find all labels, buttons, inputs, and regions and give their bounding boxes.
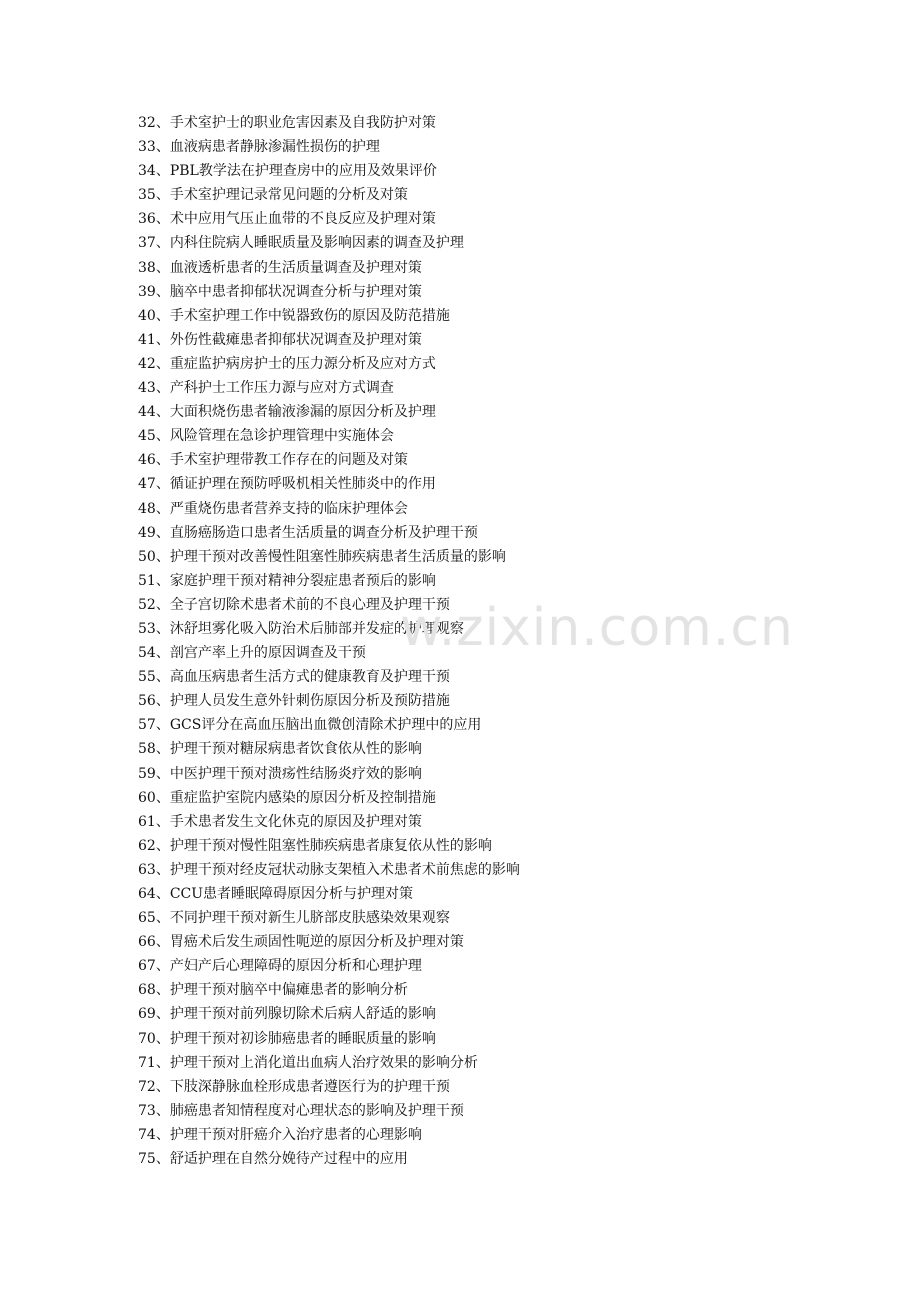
list-item [138, 400, 520, 424]
item-separator: 、 [155, 1078, 170, 1095]
item-number: 59 [138, 765, 156, 782]
item-separator: 、 [155, 813, 170, 830]
item-separator: 、 [155, 958, 170, 975]
item-number: 39 [138, 283, 156, 300]
item-number: 42 [138, 355, 156, 372]
item-title: 手术室护理记录常见问题的分析及对策 [169, 187, 408, 204]
item-title: 严重烧伤患者营养支持的临床护理体会 [169, 500, 408, 517]
item-title: 肺癌患者知情程度对心理状态的影响及护理干预 [169, 1102, 464, 1119]
item-number: 57 [138, 717, 156, 734]
list-item [138, 424, 520, 448]
item-separator: 、 [155, 452, 170, 469]
list-item [138, 159, 520, 183]
item-separator: 、 [155, 837, 170, 854]
list-item [138, 231, 520, 255]
item-separator: 、 [155, 1151, 170, 1168]
item-separator: 、 [155, 1054, 170, 1071]
item-title: 内科住院病人睡眠质量及影响因素的调查及护理 [169, 235, 464, 252]
item-separator: 、 [155, 380, 170, 397]
item-separator: 、 [155, 572, 170, 589]
list-item [138, 135, 520, 159]
item-number: 56 [138, 693, 156, 710]
item-number: 60 [138, 789, 156, 806]
item-number: 35 [138, 187, 156, 204]
item-title: GCS评分在高血压脑出血微创清除术护理中的应用 [169, 717, 482, 734]
item-title: 手术室护理带教工作存在的问题及对策 [169, 452, 408, 469]
item-number: 75 [138, 1151, 156, 1168]
item-number: 43 [138, 380, 156, 397]
item-title: 护理干预对前列腺切除术后病人舒适的影响 [169, 1006, 436, 1023]
item-number: 37 [138, 235, 156, 252]
list-item [138, 497, 520, 521]
item-number: 36 [138, 211, 156, 228]
item-title: 风险管理在急诊护理管理中实施体会 [169, 428, 394, 445]
item-title: 护理干预对改善慢性阻塞性肺疾病患者生活质量的影响 [169, 548, 506, 565]
item-separator: 、 [155, 259, 170, 276]
item-number: 49 [138, 524, 156, 541]
item-number: 65 [138, 910, 156, 927]
item-separator: 、 [155, 693, 170, 710]
item-separator: 、 [155, 982, 170, 999]
item-separator: 、 [155, 765, 170, 782]
item-number: 41 [138, 331, 156, 348]
item-separator: 、 [155, 524, 170, 541]
item-separator: 、 [155, 596, 170, 613]
list-item [138, 256, 520, 280]
list-item [138, 569, 520, 593]
item-separator: 、 [155, 476, 170, 493]
item-number: 54 [138, 645, 156, 662]
list-item [138, 665, 520, 689]
item-separator: 、 [155, 886, 170, 902]
item-title: 护理干预对上消化道出血病人治疗效果的影响分析 [169, 1054, 478, 1071]
item-separator: 、 [155, 934, 170, 951]
item-separator: 、 [155, 211, 170, 228]
list-item [138, 280, 520, 304]
item-separator: 、 [155, 548, 170, 565]
item-number: 61 [138, 813, 156, 830]
item-title: 外伤性截瘫患者抑郁状况调查及护理对策 [169, 331, 422, 348]
list-item [138, 810, 520, 834]
item-title: 血液透析患者的生活质量调查及护理对策 [169, 259, 422, 276]
item-title: 血液病患者静脉渗漏性损伤的护理 [169, 139, 380, 156]
item-number: 46 [138, 452, 156, 469]
list-item [138, 1147, 520, 1171]
item-number: 33 [138, 139, 156, 156]
item-title: 产科护士工作压力源与应对方式调查 [169, 380, 394, 397]
item-separator: 、 [155, 1126, 170, 1143]
item-separator: 、 [155, 741, 170, 758]
item-separator: 、 [155, 620, 170, 637]
list-item [138, 304, 520, 328]
list-item [138, 1075, 520, 1099]
item-separator: 、 [155, 789, 170, 806]
item-title: 护理干预对肝癌介入治疗患者的心理影响 [169, 1126, 422, 1143]
list-item [138, 521, 520, 545]
item-title: 高血压病患者生活方式的健康教育及护理干预 [169, 669, 450, 686]
item-separator: 、 [155, 910, 170, 927]
list-item [138, 207, 520, 231]
item-number: 69 [138, 1006, 156, 1023]
item-title: 护理干预对脑卒中偏瘫患者的影响分析 [169, 982, 408, 999]
item-number: 58 [138, 741, 156, 758]
list-item [138, 328, 520, 352]
list-item [138, 617, 520, 641]
item-title: 护理干预对糖尿病患者饮食依从性的影响 [169, 741, 422, 758]
list-item [138, 376, 520, 400]
item-title: 下肢深静脉血栓形成患者遵医行为的护理干预 [169, 1078, 450, 1095]
list-item [138, 352, 520, 376]
item-separator: 、 [155, 669, 170, 686]
list-item [138, 1099, 520, 1123]
item-separator: 、 [155, 307, 170, 324]
list-item [138, 954, 520, 978]
item-title: 大面积烧伤患者输液渗漏的原因分析及护理 [169, 404, 436, 421]
item-title: 中医护理干预对溃疡性结肠炎疗效的影响 [169, 765, 422, 782]
list-item [138, 1002, 520, 1026]
list-item [138, 737, 520, 761]
item-separator: 、 [155, 1006, 170, 1023]
list-item [138, 834, 520, 858]
item-number: 63 [138, 861, 156, 878]
item-title: 不同护理干预对新生儿脐部皮肤感染效果观察 [169, 910, 450, 927]
item-separator: 、 [155, 717, 170, 734]
item-number: 64 [138, 886, 156, 902]
item-number: 74 [138, 1126, 156, 1143]
item-number: 44 [138, 404, 156, 421]
item-separator: 、 [155, 139, 170, 156]
item-separator: 、 [155, 115, 170, 131]
item-title: 护理干预对慢性阻塞性肺疾病患者康复依从性的影响 [169, 837, 492, 854]
list-item [138, 882, 520, 906]
item-number: 66 [138, 934, 156, 951]
list-item [138, 713, 520, 737]
item-title: 护理干预对初诊肺癌患者的睡眠质量的影响 [169, 1030, 436, 1047]
item-number: 48 [138, 500, 156, 517]
item-number: 55 [138, 669, 156, 686]
item-number: 50 [138, 548, 156, 565]
item-title: 手术患者发生文化休克的原因及护理对策 [169, 813, 422, 830]
list-item [138, 906, 520, 930]
item-number: 52 [138, 596, 156, 613]
item-number: 45 [138, 428, 156, 445]
list-item [138, 930, 520, 954]
item-title: 直肠癌肠造口患者生活质量的调查分析及护理干预 [169, 524, 478, 541]
list-item [138, 858, 520, 882]
list-item [138, 978, 520, 1002]
item-separator: 、 [155, 331, 170, 348]
item-title: 脑卒中患者抑郁状况调查分析与护理对策 [169, 283, 422, 300]
item-title: 产妇产后心理障碍的原因分析和心理护理 [169, 958, 422, 975]
item-number: 53 [138, 620, 156, 637]
item-number: 47 [138, 476, 156, 493]
item-separator: 、 [155, 235, 170, 252]
list-item [138, 593, 520, 617]
item-number: 34 [138, 163, 156, 180]
item-separator: 、 [155, 645, 170, 662]
list-item [138, 641, 520, 665]
item-title: 沐舒坦雾化吸入防治术后肺部并发症的护理观察 [169, 620, 464, 637]
item-separator: 、 [155, 1102, 170, 1119]
item-number: 73 [138, 1102, 156, 1119]
item-title: 舒适护理在自然分娩待产过程中的应用 [169, 1151, 408, 1168]
item-title: 重症监护病房护士的压力源分析及应对方式 [169, 355, 436, 372]
item-number: 72 [138, 1078, 156, 1095]
item-number: 32 [138, 115, 156, 131]
item-number: 40 [138, 307, 156, 324]
item-number: 51 [138, 572, 156, 589]
item-number: 70 [138, 1030, 156, 1047]
list-item [138, 545, 520, 569]
list-item [138, 448, 520, 472]
list-item [138, 1027, 520, 1051]
item-separator: 、 [155, 283, 170, 300]
item-title: 手术室护士的职业危害因素及自我防护对策 [169, 115, 436, 131]
item-title: 护理干预对经皮冠状动脉支架植入术患者术前焦虑的影响 [169, 861, 520, 878]
item-title: 胃癌术后发生顽固性呃逆的原因分析及护理对策 [169, 934, 464, 951]
item-number: 67 [138, 958, 156, 975]
list-item [138, 1051, 520, 1075]
item-separator: 、 [155, 500, 170, 517]
item-separator: 、 [155, 428, 170, 445]
item-title: 重症监护室院内感染的原因分析及控制措施 [169, 789, 436, 806]
item-separator: 、 [155, 861, 170, 878]
item-separator: 、 [155, 404, 170, 421]
list-item [138, 689, 520, 713]
item-separator: 、 [155, 1030, 170, 1047]
item-title: 全子宫切除术患者术前的不良心理及护理干预 [169, 596, 450, 613]
topic-list [138, 111, 520, 1171]
item-title: 循证护理在预防呼吸机相关性肺炎中的作用 [169, 476, 436, 493]
list-item [138, 111, 520, 135]
item-number: 62 [138, 837, 156, 854]
item-number: 68 [138, 982, 156, 999]
list-item [138, 472, 520, 496]
item-number: 38 [138, 259, 156, 276]
item-separator: 、 [155, 355, 170, 372]
list-item [138, 183, 520, 207]
item-title: 家庭护理干预对精神分裂症患者预后的影响 [169, 572, 436, 589]
item-title: 护理人员发生意外针刺伤原因分析及预防措施 [169, 693, 450, 710]
list-item [138, 786, 520, 810]
list-item [138, 1123, 520, 1147]
item-title: 术中应用气压止血带的不良反应及护理对策 [169, 211, 436, 228]
item-title: 手术室护理工作中锐器致伤的原因及防范措施 [169, 307, 450, 324]
watermark: w.zixin.com.cn [400, 598, 794, 658]
item-separator: 、 [155, 187, 170, 204]
list-item [138, 762, 520, 786]
item-number: 71 [138, 1054, 156, 1071]
item-title: CCU患者睡眠障碍原因分析与护理对策 [169, 886, 414, 902]
item-separator: 、 [155, 163, 170, 180]
item-title: 剖宫产率上升的原因调查及干预 [169, 645, 366, 662]
item-title: PBL教学法在护理查房中的应用及效果评价 [169, 163, 437, 180]
